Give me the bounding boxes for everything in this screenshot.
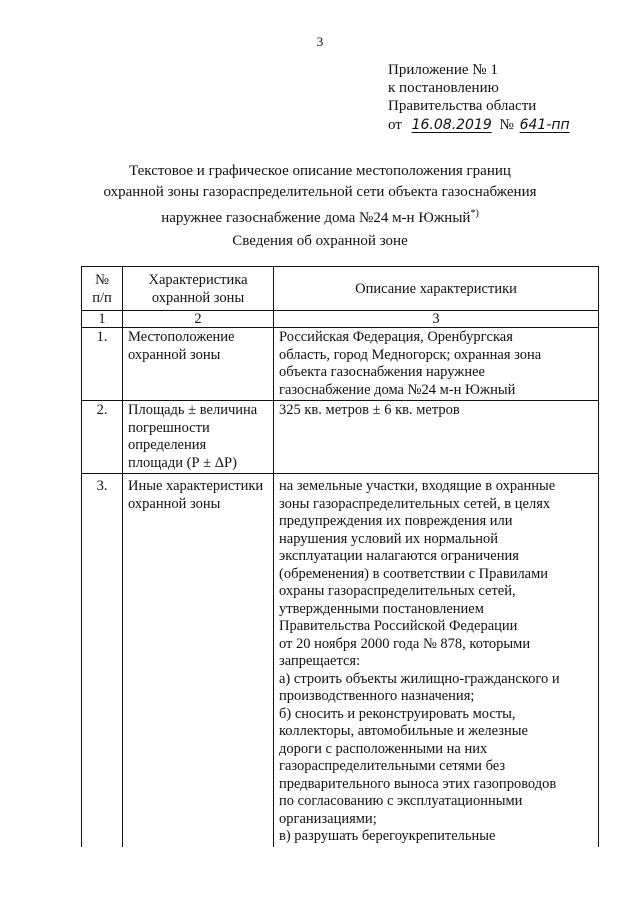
footnote-mark: *) xyxy=(470,208,479,219)
row-number: 2. xyxy=(82,401,123,474)
table-row xyxy=(82,401,599,474)
column-number-row xyxy=(82,311,599,328)
annex-line-2: к постановлению xyxy=(388,80,499,96)
annex-line-3: Правительства области xyxy=(388,98,537,114)
handwritten-number: 641-пп xyxy=(519,117,570,133)
row-characteristic: Иные характеристики охранной зоны xyxy=(123,474,274,847)
column-number-2: 2 xyxy=(123,311,274,328)
column-number-3: 3 xyxy=(274,311,599,328)
table-row xyxy=(82,328,599,401)
row-characteristic: Площадь ± величина погрешности определения площади (Р ± ΔР) xyxy=(123,401,274,474)
title-line-3-text: наружнее газоснабжение дома №24 м-н Южный xyxy=(161,210,471,226)
row-description: Российская Федерация, Оренбургская область, город Медногорск; охранная зона объекта газоснабжения наружнее газоснабжение дома №24 м-н Южный xyxy=(274,328,599,401)
table-header-row xyxy=(82,267,599,311)
header-characteristic: Характеристика охранной зоны xyxy=(123,267,274,311)
section-title: Сведения об охранной зоне xyxy=(232,233,408,249)
annex-line-1: Приложение № 1 xyxy=(388,62,498,78)
page-number: 3 xyxy=(316,34,324,49)
row-description: 325 кв. метров ± 6 кв. метров xyxy=(274,401,599,474)
title-line-2: охранной зоны газораспределительной сети объекта газоснабжения xyxy=(103,184,537,200)
row-characteristic: Местоположение охранной зоны xyxy=(123,328,274,401)
row-number: 3. xyxy=(82,474,123,847)
date-prefix: от xyxy=(388,117,402,133)
title-line-3 xyxy=(0,203,640,229)
column-number-1: 1 xyxy=(82,311,123,328)
handwritten-date: 16.08.2019 xyxy=(411,117,492,133)
header-number: № п/п xyxy=(82,267,123,311)
annex-date-line xyxy=(388,117,570,134)
protection-zone-table xyxy=(81,266,599,847)
table-row xyxy=(82,474,599,847)
title-line-1: Текстовое и графическое описание местоположения границ xyxy=(129,163,511,179)
row-description: на земельные участки, входящие в охранные зоны газораспределительных сетей, в целях предупреждения их повреждения или нарушения условий их нормальной эксплуатации налагаются ограничения (обременения) в соответствии с Правилами охраны газораспределительных сетей, утвержденными постановлением Правительства Российской Федерации от 20 ноября 2000 года № 878, которыми запрещается: а) строить объекты жилищно-гражданского и производственного назначения; б) сносить и реконструировать мосты, коллекторы, автомобильные и железные дороги с расположенными на них газораспределительными сетями без предварительного выноса этих газопроводов по согласованию с эксплуатационными организациями; в) разрушать берегоукрепительные xyxy=(274,474,599,847)
number-prefix: № xyxy=(499,117,514,133)
header-description: Описание характеристики xyxy=(274,267,599,311)
row-number: 1. xyxy=(82,328,123,401)
